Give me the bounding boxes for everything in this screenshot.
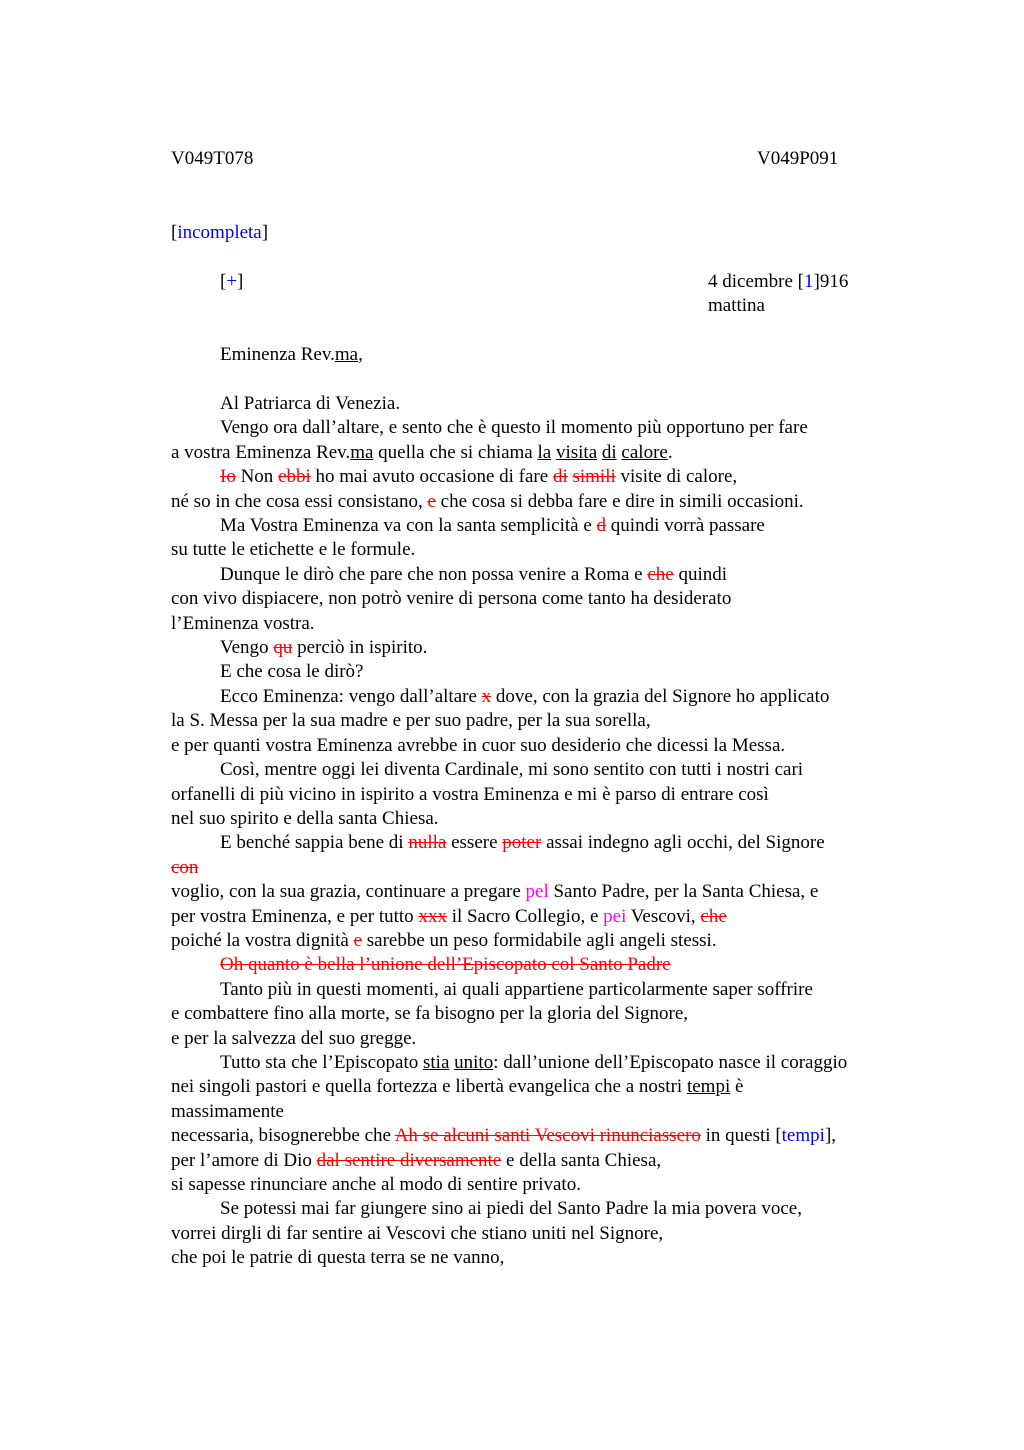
body-line: la S. Messa per la sua madre e per suo padre, per la sua sorella, <box>171 710 651 732</box>
body-line: su tutte le etichette e le formule. <box>171 539 416 561</box>
body-line: Io Non ebbi ho mai avuto occasione di fare di simili visite di calore, <box>220 466 738 488</box>
body-line: Al Patriarca di Venezia. <box>220 393 401 414</box>
body-line: con vivo dispiacere, non potrò venire di persona come tanto ha desiderato <box>171 588 732 610</box>
body-line: E benché sappia bene di nulla essere poter assai indegno agli occhi, del Signore <box>220 832 825 854</box>
body-line: con <box>171 856 199 878</box>
body-line: voglio, con la sua grazia, continuare a pregare pel Santo Padre, per la Santa Chiesa, e <box>171 881 819 903</box>
letter-time: mattina <box>708 295 765 316</box>
body-line: nei singoli pastori e quella fortezza e libertà evangelica che a nostri tempi è <box>171 1076 744 1098</box>
body-line: E che cosa le dirò? <box>220 661 364 683</box>
body-line: massimamente <box>171 1100 284 1122</box>
body-line: Vengo qu perciò in ispirito. <box>220 637 428 659</box>
body-line: a vostra Eminenza Rev.ma quella che si chiama la visita di calore. <box>171 441 673 463</box>
letter-date: 4 dicembre [1]916 <box>708 271 849 292</box>
header-right-code: V049P091 <box>757 148 839 169</box>
cross-symbol: + <box>226 271 238 292</box>
body-line: e per la salvezza del suo gregge. <box>171 1027 417 1049</box>
body-line: Dunque le dirò che pare che non possa venire a Roma e che quindi <box>220 563 728 585</box>
body-line: e combattere fino alla morte, se fa bisogno per la gloria del Signore, <box>171 1003 689 1025</box>
body-line: Tutto sta che l’Episcopato stia unito: dall’unione dell’Episcopato nasce il coraggio <box>220 1051 848 1073</box>
body-line: per l’amore di Dio dal sentire diversamente e della santa Chiesa, <box>171 1149 662 1171</box>
body-line: vorrei dirgli di far sentire ai Vescovi che stiano uniti nel Signore, <box>171 1222 664 1244</box>
date-digit: 1 <box>804 271 814 292</box>
body-line: Vengo ora dall’altare, e sento che è questo il momento più opportuno per fare <box>220 417 808 439</box>
incomplete-note: incompleta <box>177 222 262 243</box>
body-line: orfanelli di più vicino in ispirito a vostra Eminenza e mi è parso di entrare così <box>171 783 769 805</box>
body-line: Oh quanto è bella l’unione dell’Episcopato col Santo Padre <box>220 954 671 976</box>
editorial-note: [incompleta] <box>171 222 269 243</box>
body-line: Ma Vostra Eminenza va con la santa semplicità e d quindi vorrà passare <box>220 515 765 537</box>
body-line: si sapesse rinunciare anche al modo di sentire privato. <box>171 1174 581 1195</box>
header-left-code: V049T078 <box>171 148 254 169</box>
body-line: Così, mentre oggi lei diventa Cardinale, mi sono sentito con tutti i nostri cari <box>220 759 804 781</box>
body-line: che poi le patrie di questa terra se ne vanno, <box>171 1247 505 1269</box>
letter-body <box>171 392 931 1271</box>
body-line: né so in che cosa essi consistano, e che cosa si debba fare e dire in simili occasioni. <box>171 490 804 512</box>
body-line: per vostra Eminenza, e per tutto xxx il Sacro Collegio, e pei Vescovi, che <box>171 905 727 927</box>
body-line: necessaria, bisognerebbe che Ah se alcuni santi Vescovi rinunciassero in questi [tempi], <box>171 1125 837 1147</box>
body-line: Tanto più in questi momenti, ai quali appartiene particolarmente saper soffrire <box>220 978 813 1000</box>
body-line: nel suo spirito e della santa Chiesa. <box>171 807 439 829</box>
cross-mark: [+] <box>220 271 244 292</box>
body-line: Se potessi mai far giungere sino ai piedi del Santo Padre la mia povera voce, <box>220 1198 802 1220</box>
body-line: poiché la vostra dignità e sarebbe un peso formidabile agli angeli stessi. <box>171 929 717 951</box>
salutation: Eminenza Rev.ma, <box>220 344 363 365</box>
body-line: Ecco Eminenza: vengo dall’altare x dove, con la grazia del Signore ho applicato <box>220 685 830 707</box>
body-line: e per quanti vostra Eminenza avrebbe in cuor suo desiderio che dicessi la Messa. <box>171 734 786 756</box>
body-line: l’Eminenza vostra. <box>171 612 315 634</box>
